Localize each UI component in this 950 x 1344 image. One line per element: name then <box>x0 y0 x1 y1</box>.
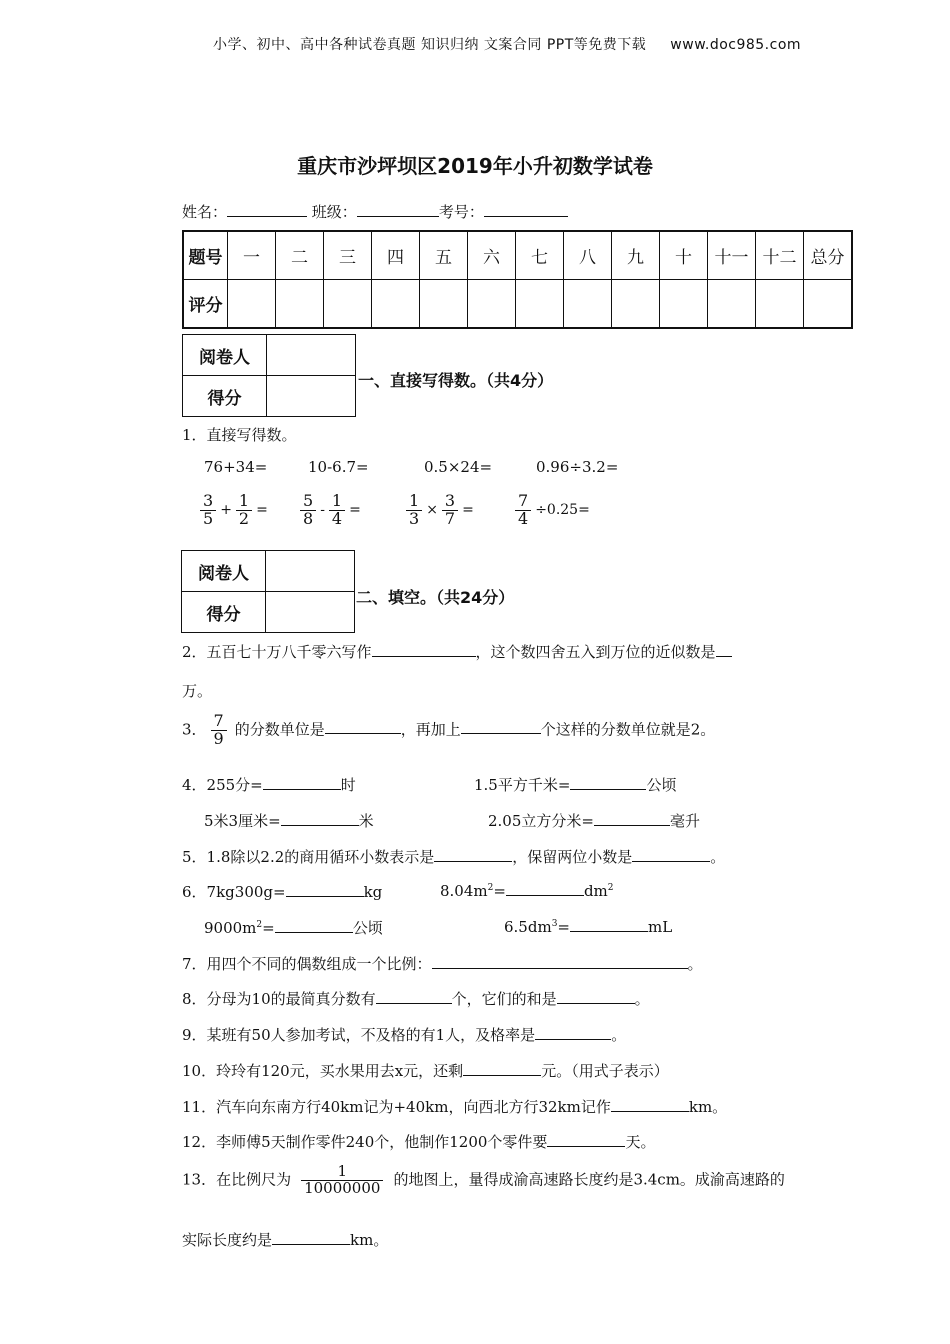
q3-blank-1[interactable] <box>325 719 401 734</box>
q4-line-2a: 5米3厘米= 米 <box>204 812 374 830</box>
student-info <box>182 201 568 222</box>
name-field[interactable] <box>227 202 307 217</box>
score-col: 九 <box>612 231 660 280</box>
score-cell[interactable] <box>468 280 516 329</box>
score-value-cell[interactable] <box>266 592 355 633</box>
header-text: 小学、初中、高中各种试卷真题 知识归纳 文案合同 PPT等免费下载 <box>213 37 647 53</box>
q11-line: 11．汽车向东南方行40km记为+40km，向西北方行32km记作 km。 <box>182 1098 728 1116</box>
class-field[interactable] <box>357 202 439 217</box>
q1-stem: 1．直接写得数。 <box>182 426 297 444</box>
q10-blank[interactable] <box>463 1061 541 1076</box>
q7-line: 7．用四个不同的偶数组成一个比例： 。 <box>182 955 703 973</box>
section-2-heading: 二、填空。（共24分） <box>356 588 515 607</box>
header-site: www.doc985.com <box>670 37 802 53</box>
q5-blank-2[interactable] <box>632 847 710 862</box>
q13-blank[interactable] <box>272 1230 350 1245</box>
reviewer-cell[interactable] <box>267 335 356 376</box>
q1-item: 10-6.7= <box>308 458 369 476</box>
reviewer-label: 阅卷人 <box>183 335 267 376</box>
page-header <box>213 34 801 54</box>
score-col: 二 <box>276 231 324 280</box>
q4-blank-1[interactable] <box>263 775 341 790</box>
q12-line: 12．李师傅5天制作零件240个，他制作1200个零件要 天。 <box>182 1133 656 1151</box>
q11-blank[interactable] <box>611 1097 689 1112</box>
q6-blank-3[interactable] <box>275 918 353 933</box>
grader-box-1 <box>182 334 356 417</box>
q5-blank-1[interactable] <box>434 847 512 862</box>
score-cell[interactable] <box>708 280 756 329</box>
score-col: 十一 <box>708 231 756 280</box>
score-col: 十 <box>660 231 708 280</box>
score-cell[interactable] <box>612 280 660 329</box>
q2-blank-1[interactable] <box>372 642 476 657</box>
q1-fraction-expr-3: $\frac{1}{3}$ × $\frac{3}{7}$ = <box>406 493 478 528</box>
q4-blank-3[interactable] <box>281 811 359 826</box>
score-col: 总分 <box>804 231 853 280</box>
id-label: 考号： <box>438 203 484 221</box>
q1-fraction-expr-1: $\frac{3}{5}$ + $\frac{1}{2}$ = <box>200 493 272 528</box>
reviewer-label: 阅卷人 <box>182 551 266 592</box>
score-table-header-row <box>183 231 852 280</box>
q4-line-1b: 1.5平方千米= 公顷 <box>474 776 677 794</box>
score-table-score-row <box>183 280 852 329</box>
q4-blank-2[interactable] <box>570 775 646 790</box>
q4-blank-4[interactable] <box>594 811 670 826</box>
score-label: 得分 <box>182 592 266 633</box>
q1-fraction-expr-4: $\frac{7}{4}$ ÷0.25= <box>515 493 594 528</box>
score-value-cell[interactable] <box>267 376 356 417</box>
class-label: 班级： <box>311 203 357 221</box>
q6-blank-4[interactable] <box>570 917 648 932</box>
q1-item: 76+34= <box>204 458 268 476</box>
score-row2-label: 评分 <box>183 280 228 329</box>
score-cell[interactable] <box>804 280 853 329</box>
q7-blank[interactable] <box>432 954 688 969</box>
q13-line-2: 实际长度约是 km。 <box>182 1231 389 1249</box>
page-title: 重庆市沙坪坝区2019年小升初数学试卷 <box>297 154 653 178</box>
section-1-heading: 一、直接写得数。（共4分） <box>358 371 554 390</box>
score-cell[interactable] <box>564 280 612 329</box>
score-cell[interactable] <box>756 280 804 329</box>
q4-line-2b: 2.05立方分米= 毫升 <box>488 812 700 830</box>
score-cell[interactable] <box>372 280 420 329</box>
score-cell[interactable] <box>660 280 708 329</box>
q1-item: 0.96÷3.2= <box>536 458 619 476</box>
q9-blank[interactable] <box>535 1025 611 1040</box>
name-label: 姓名： <box>182 203 228 221</box>
q4-line-1a: 4．255分= 时 <box>182 776 356 794</box>
q6-line-2a: $9000m^2=$ 公顷 <box>204 919 383 937</box>
score-col: 三 <box>324 231 372 280</box>
score-col: 一 <box>228 231 276 280</box>
q12-blank[interactable] <box>547 1132 625 1147</box>
score-cell[interactable] <box>276 280 324 329</box>
q1-item: 0.5×24= <box>424 458 493 476</box>
score-col: 六 <box>468 231 516 280</box>
score-cell[interactable] <box>420 280 468 329</box>
score-cell[interactable] <box>324 280 372 329</box>
q6-line-1a: 6．7kg300g= kg <box>182 883 383 901</box>
reviewer-cell[interactable] <box>266 551 355 592</box>
q2-blank-2[interactable] <box>716 642 732 657</box>
score-cell[interactable] <box>516 280 564 329</box>
grader-box-2 <box>181 550 355 633</box>
q13-line: 13．在比例尺为 $\frac{1}{10000000}$ 的地图上，量得成渝高速路长度约是3.4cm。成渝高速路的 <box>182 1162 785 1197</box>
q5-line: 5．1.8除以2.2的商用循环小数表示是 ，保留两位小数是 。 <box>182 848 726 866</box>
score-label: 得分 <box>183 376 267 417</box>
q6-blank-1[interactable] <box>286 882 364 897</box>
q1-fraction-expr-2: $\frac{5}{8}$ - $\frac{1}{4}$ = <box>300 493 365 528</box>
q8-blank-1[interactable] <box>376 989 452 1004</box>
score-col: 四 <box>372 231 420 280</box>
score-col: 五 <box>420 231 468 280</box>
q3-blank-2[interactable] <box>461 719 541 734</box>
q6-line-2b: $6.5dm^3=$ mL <box>504 918 673 936</box>
score-col: 八 <box>564 231 612 280</box>
q8-line: 8．分母为10的最简真分数有 个，它们的和是 。 <box>182 990 650 1008</box>
score-col: 十二 <box>756 231 804 280</box>
q9-line: 9．某班有50人参加考试，不及格的有1人，及格率是 。 <box>182 1026 627 1044</box>
score-row1-label: 题号 <box>183 231 228 280</box>
q2-line: 2．五百七十万八千零六写作 ，这个数四舍五入到万位的近似数是 <box>182 641 732 662</box>
score-col: 七 <box>516 231 564 280</box>
q10-line: 10．玲玲有120元，买水果用去x元，还剩 元。（用式子表示） <box>182 1062 669 1080</box>
q8-blank-2[interactable] <box>557 989 635 1004</box>
q6-blank-2[interactable] <box>506 881 584 896</box>
id-field[interactable] <box>484 202 568 217</box>
score-cell[interactable] <box>228 280 276 329</box>
q6-line-1b: $8.04m^2= dm^2$ <box>440 882 614 900</box>
score-table <box>182 230 853 329</box>
q3-line: 3． $\frac{7}{9}$ 的分数单位是 ，再加上 个这样的分数单位就是2。 <box>182 711 716 748</box>
q2-line-2: 万。 <box>182 682 213 700</box>
